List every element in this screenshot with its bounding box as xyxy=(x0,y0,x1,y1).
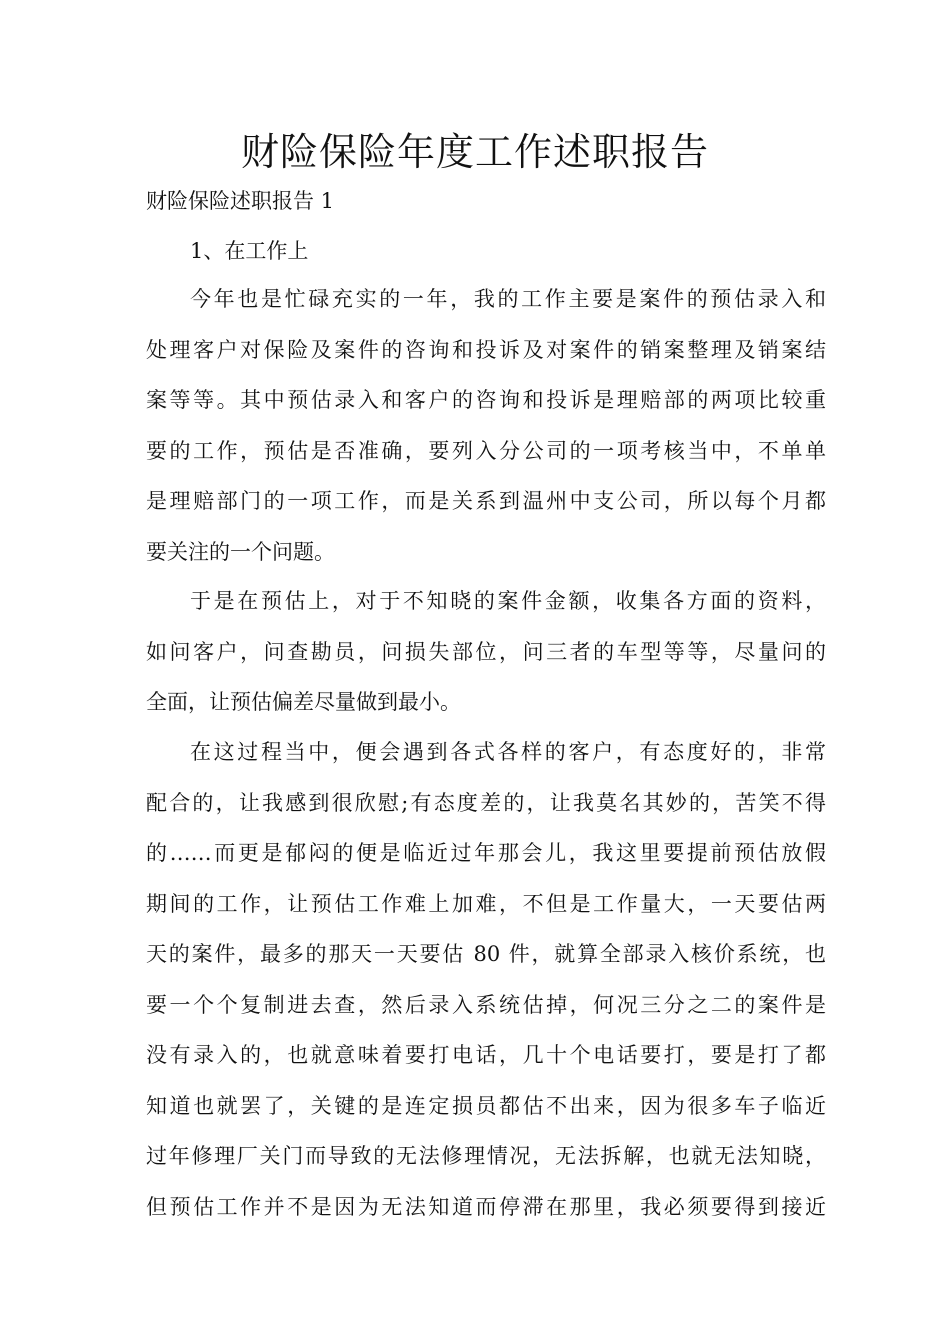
document-subtitle: 财险保险述职报告 1 xyxy=(146,189,335,213)
paragraph-process xyxy=(146,727,826,1232)
paragraph-line: 要的工作，预估是否准确，要列入分公司的一项考核当中，不单单 xyxy=(146,438,826,463)
paragraph-line: 要关注的一个问题。 xyxy=(146,539,335,564)
paragraph-line: 在这过程当中，便会遇到各式各样的客户，有态度好的，非常 xyxy=(190,740,826,764)
paragraph-line: 全面，让预估偏差尽量做到最小。 xyxy=(146,690,461,714)
paragraph-line: 过年修理厂关门而导致的无法修理情况，无法拆解，也就无法知晓， xyxy=(146,1144,826,1168)
paragraph-estimation xyxy=(146,576,826,728)
paragraph-line: 要一个个复制进去查，然后录入系统估掉，何况三分之二的案件是 xyxy=(146,992,826,1017)
paragraph-line: 的……而更是郁闷的便是临近过年那会儿，我这里要提前预估放假 xyxy=(146,841,826,865)
paragraph-line: 于是在预估上，对于不知晓的案件金额，收集各方面的资料， xyxy=(190,589,826,613)
paragraph-line: 知道也就罢了，关键的是连定损员都估不出来，因为很多车子临近 xyxy=(146,1093,826,1118)
paragraph-line: 没有录入的，也就意味着要打电话，几十个电话要打，要是打了都 xyxy=(146,1043,826,1067)
section-heading: 1、在工作上 xyxy=(190,239,309,263)
paragraph-line: 是理赔部门的一项工作，而是关系到温州中支公司，所以每个月都 xyxy=(146,489,826,513)
paragraph-line: 期间的工作，让预估工作难上加难，不但是工作量大，一天要估两 xyxy=(146,891,826,916)
paragraph-line: 今年也是忙碌充实的一年，我的工作主要是案件的预估录入和 xyxy=(190,287,826,311)
paragraph-line: 天的案件，最多的那天一天要估 80 件，就算全部录入核价系统，也 xyxy=(146,942,826,966)
paragraph-line: 处理客户对保险及案件的咨询和投诉及对案件的销案整理及销案结 xyxy=(146,337,826,362)
paragraph-work-overview xyxy=(146,274,826,577)
paragraph-line: 案等等。其中预估录入和客户的咨询和投诉是理赔部的两项比较重 xyxy=(146,388,826,412)
document-title: 财险保险年度工作述职报告 xyxy=(240,130,709,174)
paragraph-line: 如问客户，问查勘员，问损失部位，问三者的车型等等，尽量问的 xyxy=(146,639,826,664)
paragraph-line: 但预估工作并不是因为无法知道而停滞在那里，我必须要得到接近 xyxy=(146,1194,826,1219)
paragraph-line: 配合的，让我感到很欣慰;有态度差的，让我莫名其妙的，苦笑不得 xyxy=(146,790,826,815)
